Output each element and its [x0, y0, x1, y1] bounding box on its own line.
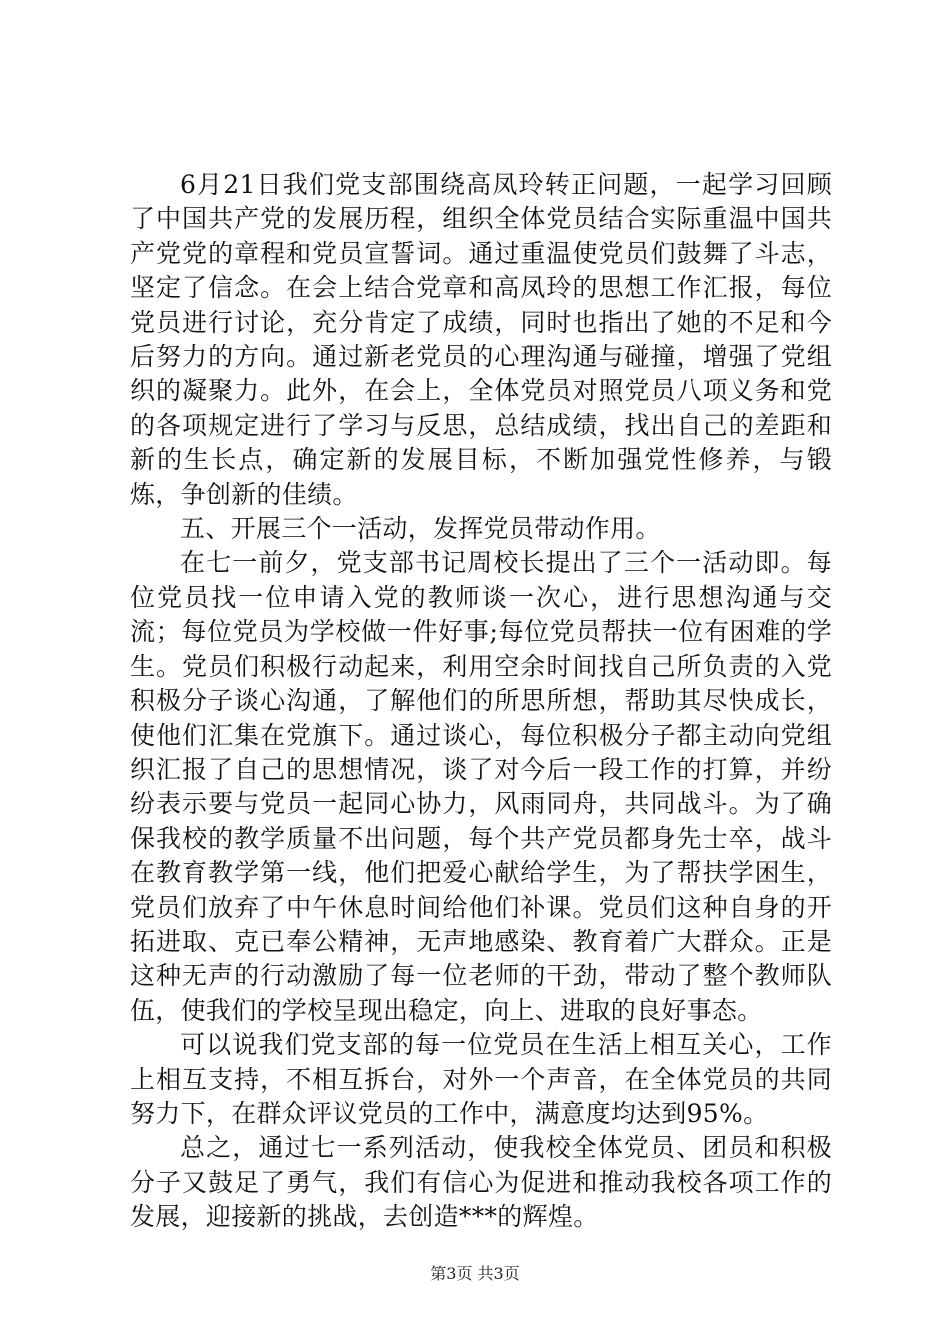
section-heading-five: 五、开展三个一活动，发挥党员带动作用。 — [180, 514, 661, 544]
paragraph-meeting-review: 6月21日我们党支部围绕高凤玲转正问题，一起学习回顾了中国共产党的发展历程，组织全体党员结合实际重温中国共产党党的章程和党员宣誓词。通过重温使党员们鼓舞了斗志，坚定了信念。在会上结合党章和高凤玲的思想工作汇报，每位党员进行讨论，充分肯定了成绩，同时也指出了她的不足和今后努力的方向。通过新老党员的心理沟通与碰撞，增强了党组织的凝聚力。此外，在会上，全体党员对照党员八项义务和党的各项规定进行了学习与反思，总结成绩，找出自己的差距和新的生长点，确定新的发展目标，不断加强党性修养，与锻炼，争创新的佳绩。 — [130, 170, 832, 509]
document-body — [130, 168, 832, 1235]
paragraph-three-one-activity: 在七一前夕，党支部书记周校长提出了三个一活动即。每位党员找一位申请入党的教师谈一次心，进行思想沟通与交流；每位党员为学校做一件好事;每位党员帮扶一位有困难的学生。党员们积极行动起来，利用空余时间找自己所负责的入党积极分子谈心沟通，了解他们的所思所想，帮助其尽快成长，使他们汇集在党旗下。通过谈心，每位积极分子都主动向党组织汇报了自己的思想情况，谈了对今后一段工作的打算，并纷纷表示要与党员一起同心协力，风雨同舟，共同战斗。为了确保我校的教学质量不出问题，每个共产党员都身先士卒，战斗在教育教学第一线，他们把爱心献给学生，为了帮扶学困生，党员们放弃了中午休息时间给他们补课。党员们这种自身的开拓进取、克已奉公精神，无声地感染、教育着广大群众。正是这种无声的行动激励了每一位老师的干劲，带动了整个教师队伍，使我们的学校呈现出稳定，向上、进取的良好事态。 — [130, 548, 832, 1025]
page-number-footer: 第3页 共3页 — [430, 1264, 520, 1283]
paragraph-conclusion: 总之，通过七一系列活动，使我校全体党员、团员和积极分子又鼓足了勇气，我们有信心为促进和推动我校各项工作的发展，迎接新的挑战，去创造***的辉煌。 — [130, 1133, 832, 1232]
paragraph-mutual-support: 可以说我们党支部的每一位党员在生活上相互关心，工作上相互支持，不相互拆台，对外一个声音，在全体党员的共同努力下，在群众评议党员的工作中，满意度均达到95%。 — [130, 1030, 832, 1128]
